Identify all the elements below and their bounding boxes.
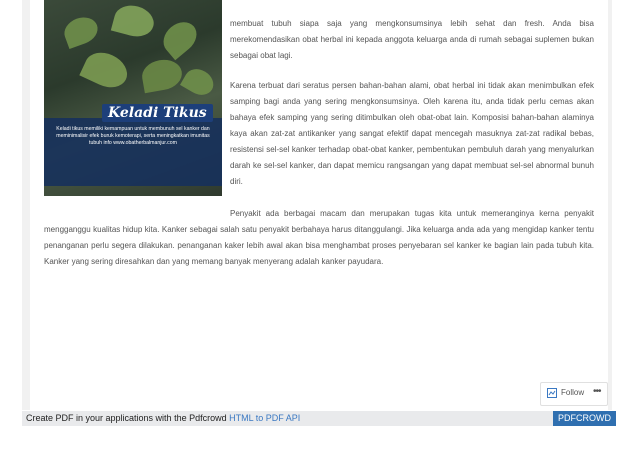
leaf-shape (180, 64, 218, 100)
article-image (44, 0, 222, 196)
image-caption-text: Keladi tikus memiliki kemampuan untuk membunuh sel kanker dan meminimalisir efek buruk kemoterapi, serta meningkatkan imunitas tubuh info www.obatherbalmanjur.com (56, 126, 210, 146)
leaf-shape (79, 46, 132, 94)
leaf-shape (157, 16, 203, 61)
follow-icon (547, 388, 557, 398)
pdfcrowd-footer (22, 411, 616, 426)
leaf-shape (111, 1, 157, 40)
image-caption-title: Keladi Tikus (102, 104, 213, 122)
article-paragraph-3-text: Penyakit ada berbagai macam dan merupakan tugas kita untuk memeranginya kerna penyakit mengganggu kualitas hidup kita. Kanker sebagai salah satu penyakit berbahaya harus ditanggulangi. Jika keluarga anda ada yang mengidap kanker tentu penanganan perlu segera dilakukan. penanganan kaker lebih awal akan bisa menghambat proses penyebaran sel kanker ke bagian lain pada tubuh kita. Kanker yang sering diresahkan dan yang memang banyak menyerang adalah kanker payudara. (44, 209, 594, 266)
article-paragraph-2: Karena terbuat dari seratus persen bahan-bahan alami, obat herbal ini tidak akan menimbulkan efek samping bagi anda yang sering mengkonsumsinya. Oleh karena itu, anda tidak perlu cemas akan bahaya efek samping yang sering ditimbulkan oleh obat-obat lain. Komposisi bahan-bahan alaminya kaya akan zat-zat antikanker yang sangat efektif dapat mencegah masuknya zat-zat radikal bebas, resistensi sel-sel kanker terhadap obat-obat kanker, pembentukan pembuluh darah yang menyalurkan darah ke sel-sel kanker, dan dapat memicu rangsangan yang dapat membuat sel-sel abnormal bunuh diri. (230, 81, 594, 186)
follow-label[interactable]: Follow (561, 388, 585, 397)
more-options-icon[interactable]: ••• (593, 386, 601, 397)
html-to-pdf-link[interactable]: HTML to PDF API (229, 413, 301, 423)
footer-message: Create PDF in your applications with the Pdfcrowd (26, 413, 230, 423)
leaf-shape (61, 13, 102, 49)
follow-widget[interactable] (540, 382, 608, 406)
leaf-shape (140, 57, 185, 93)
article-paragraph-1: membuat tubuh siapa saja yang mengkonsumsinya lebih sehat dan fresh. Anda bisa merekomendasikan obat herbal ini kepada anggota keluarga anda di rumah sebagai suplemen bukan sebagai obat lagi. (230, 19, 594, 60)
pdfcrowd-button[interactable]: PDFCROWD (553, 411, 616, 426)
image-caption-box (44, 105, 222, 186)
footer-text (26, 413, 300, 423)
article-paragraph-3 (44, 206, 594, 270)
